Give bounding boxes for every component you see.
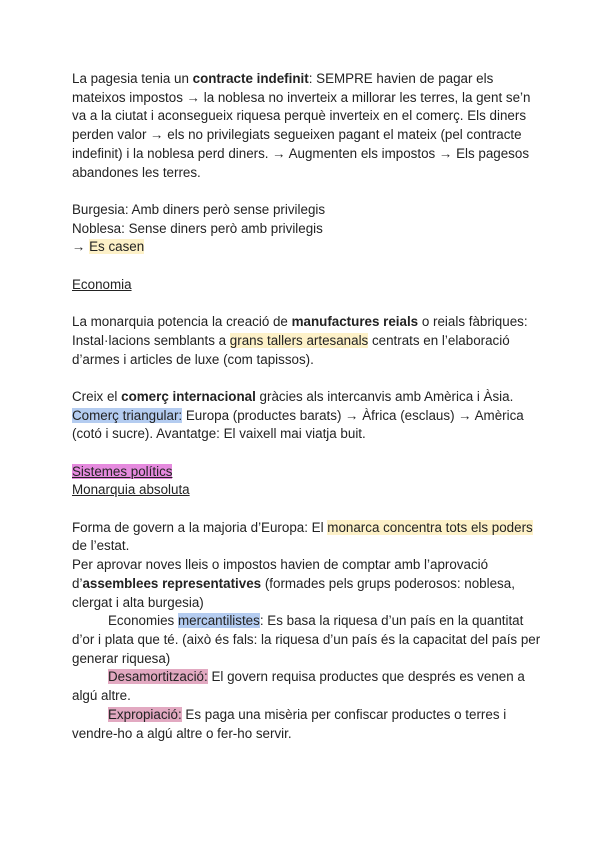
term-contracte-indefinit: contracte indefinit — [192, 71, 309, 86]
text: : Es basa la riquesa d’un país en la quantitat d’or i plata que té. (això és fals: la riquesa d’un país és la capacitat del país per generar riquesa) — [72, 613, 541, 666]
highlight-es-casen: Es casen — [89, 239, 145, 255]
text: : SEMPRE havien de pagar els mateixos impostos → la noblesa no inverteix a millorar les terres, la gent se’n va a la ciutat i aconsegueix riquesa perquè inverteix en el comerç. Els diners perden valor → els no privilegiats segueixen pagant el mateix (pel contracte indefinit) i la noblesa perd diners. → Augmenten els impostos → Els pagesos abandones les terres. — [72, 71, 531, 180]
paragraph-expropiacio — [72, 706, 542, 743]
heading-text: Sistemes polítics — [72, 463, 173, 479]
highlight-expropiacio: Expropiació: — [108, 706, 182, 722]
text: El govern requisa productes que després es venen a algú altre. — [72, 669, 525, 704]
document-body — [72, 70, 542, 743]
paragraph-comerc-internacional — [72, 388, 542, 407]
line-es-casen — [72, 238, 542, 257]
highlight-grans-tallers: grans tallers artesanals — [229, 332, 369, 348]
text: Creix el — [72, 388, 122, 404]
text: Forma de govern a la majoria d’Europa: El — [72, 519, 328, 535]
text: Europa (productes barats) → Àfrica (esclaus) → Amèrica (cotó i sucre). Avantatge: El vaixell mai viatja buit. — [72, 407, 524, 442]
highlight-comerc-triangular: Comerç triangular: — [72, 407, 183, 423]
heading-text: Monarquia absoluta — [72, 482, 190, 498]
line-burgesia: Burgesia: Amb diners però sense privilegis — [72, 201, 326, 217]
highlight-desamortitzacio: Desamortització: — [108, 669, 208, 685]
text: de l’estat. — [72, 538, 130, 554]
term-assemblees-representatives: assemblees representatives — [82, 575, 262, 591]
heading-text: Economia — [72, 276, 132, 292]
text: centrats en l’elaboració d’armes i articles de luxe (com tapissos). — [72, 332, 510, 367]
paragraph-mercantilistes — [72, 612, 542, 668]
paragraph-desamortitzacio — [72, 668, 542, 705]
highlight-mercantilistes: mercantilistes — [177, 613, 260, 629]
text: o reials fàbriques: Instal·lacions semblants a — [72, 314, 528, 348]
highlight-monarca: monarca concentra tots els poders — [327, 519, 533, 535]
text: Es paga una misèria per confiscar productes o terres i vendre-ho a algú altre o fer-ho servir. — [72, 706, 507, 741]
text: (formades pels grups poderosos: noblesa, clergat i alta burgesia) — [72, 575, 515, 610]
heading-sistemes-politics — [72, 463, 542, 482]
paragraph-pagesia — [72, 70, 542, 182]
text: Per aprovar noves lleis o impostos havien de comptar amb l’aprovació d’ — [72, 557, 489, 591]
term-manufactures-reials: manufactures reials — [291, 314, 419, 330]
paragraph-comerc-triangular — [72, 407, 542, 444]
text: Economies — [108, 613, 178, 629]
text: gràcies als intercanvis amb Amèrica i Àsia. — [255, 388, 514, 404]
line-noblesa: Noblesa: Sense diners però amb privilegis — [72, 220, 323, 236]
text: La pagesia tenia un — [72, 71, 193, 86]
paragraph-assemblees — [72, 556, 542, 612]
text: La monarquia potencia la creació de — [72, 314, 292, 330]
heading-economia — [72, 276, 542, 295]
heading-monarquia-absoluta — [72, 481, 542, 500]
paragraph-manufactures — [72, 313, 542, 369]
paragraph-forma-govern — [72, 519, 542, 556]
arrow: → — [72, 239, 90, 255]
term-comerc-internacional: comerç internacional — [121, 388, 256, 404]
